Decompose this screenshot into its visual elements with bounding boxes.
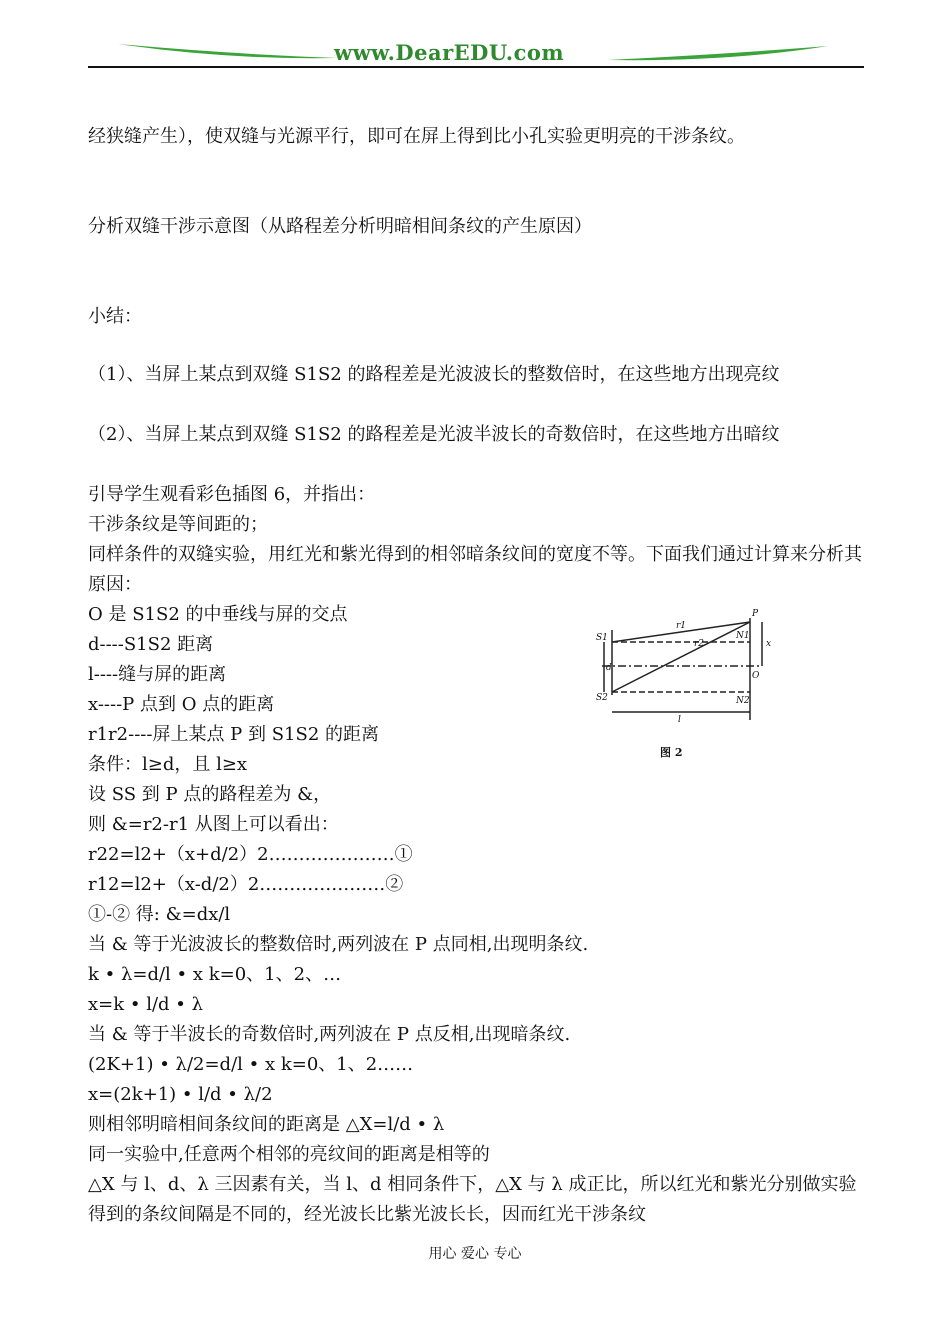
label-l: l: [678, 715, 681, 725]
paragraph: △X 与 l、d、λ 三因素有关，当 l、d 相同条件下，△X 与 λ 成正比，所以红光和紫光分别做实验得到的条纹间隔是不同的，经光波长比紫光波长长，因而红光干涉条纹: [88, 1174, 857, 1225]
paragraph: 经狭缝产生），使双缝与光源平行，即可在屏上得到比小孔实验更明亮的干涉条纹。: [88, 126, 745, 147]
definition: x----P 点到 O 点的距离: [88, 694, 275, 715]
label-r2: r2: [694, 639, 705, 649]
formula: x=k • l/d • λ: [88, 994, 204, 1015]
paragraph: 同样条件的双缝实验，用红光和紫光得到的相邻暗条纹间的宽度不等。下面我们通过计算来分析其原因：: [88, 544, 862, 595]
label-x: x: [766, 639, 772, 649]
summary-item-2: （2）、当屏上某点到双缝 S1S2 的路程差是光波半波长的奇数倍时，在这些地方出暗纹: [88, 424, 780, 445]
label-o: O: [752, 671, 760, 681]
definition: O 是 S1S2 的中垂线与屏的交点: [88, 604, 348, 625]
label-n2: N2: [736, 696, 750, 706]
label-d: d: [606, 663, 612, 673]
figure-caption: 图 2: [660, 746, 683, 759]
definition: d----S1S2 距离: [88, 634, 214, 655]
formula: (2K+1) • λ/2=d/l • x k=0、1、2……: [88, 1054, 414, 1075]
site-logo-text: www.DearEDU.com: [334, 40, 565, 65]
paragraph: 当 & 等于半波长的奇数倍时,两列波在 P 点反相,出现暗条纹.: [88, 1024, 571, 1045]
equation-1: r22=l2+（x+d/2）2…………………①: [88, 844, 413, 865]
page-footer: 用心 爱心 专心: [428, 1246, 522, 1262]
paragraph: 干涉条纹是等间距的；: [88, 514, 268, 535]
label-n1: N1: [736, 631, 750, 641]
paragraph: 同一实验中,任意两个相邻的亮纹间的距离是相等的: [88, 1144, 490, 1165]
double-slit-diagram: [590, 600, 790, 770]
summary-item-1: （1）、当屏上某点到双缝 S1S2 的路程差是光波波长的整数倍时，在这些地方出现亮纹: [88, 364, 780, 385]
summary-heading: 小结：: [88, 306, 142, 327]
formula: x=(2k+1) • l/d • λ/2: [88, 1084, 273, 1105]
label-p: P: [752, 609, 759, 619]
formula: k • λ=d/l • x k=0、1、2、…: [88, 964, 342, 985]
equation-2: r12=l2+（x-d/2）2…………………②: [88, 874, 404, 895]
paragraph: 设 SS 到 P 点的路程差为 &，: [88, 784, 332, 805]
section-heading: 分析双缝干涉示意图（从路程差分析明暗相间条纹的产生原因）: [88, 216, 592, 237]
label-r1: r1: [676, 621, 687, 631]
paragraph: 则 &=r2-r1 从图上可以看出：: [88, 814, 339, 835]
definition: l----缝与屏的距离: [88, 664, 227, 685]
label-s2: S2: [596, 693, 608, 703]
paragraph: 则相邻明暗相间条纹间的距离是 △X=l/d • λ: [88, 1114, 445, 1135]
label-s1: S1: [596, 633, 608, 643]
header-rule: [88, 66, 864, 68]
paragraph: 引导学生观看彩色插图 6，并指出：: [88, 484, 376, 505]
condition: 条件：l≥d，且 l≥x: [88, 754, 248, 775]
equation-result: ①-② 得: &=dx/l: [88, 904, 231, 925]
left-swoosh-icon: [118, 44, 338, 58]
definition: r1r2----屏上某点 P 到 S1S2 的距离: [88, 724, 380, 745]
paragraph: 当 & 等于光波波长的整数倍时,两列波在 P 点同相,出现明条纹.: [88, 934, 589, 955]
right-swoosh-icon: [608, 46, 828, 60]
